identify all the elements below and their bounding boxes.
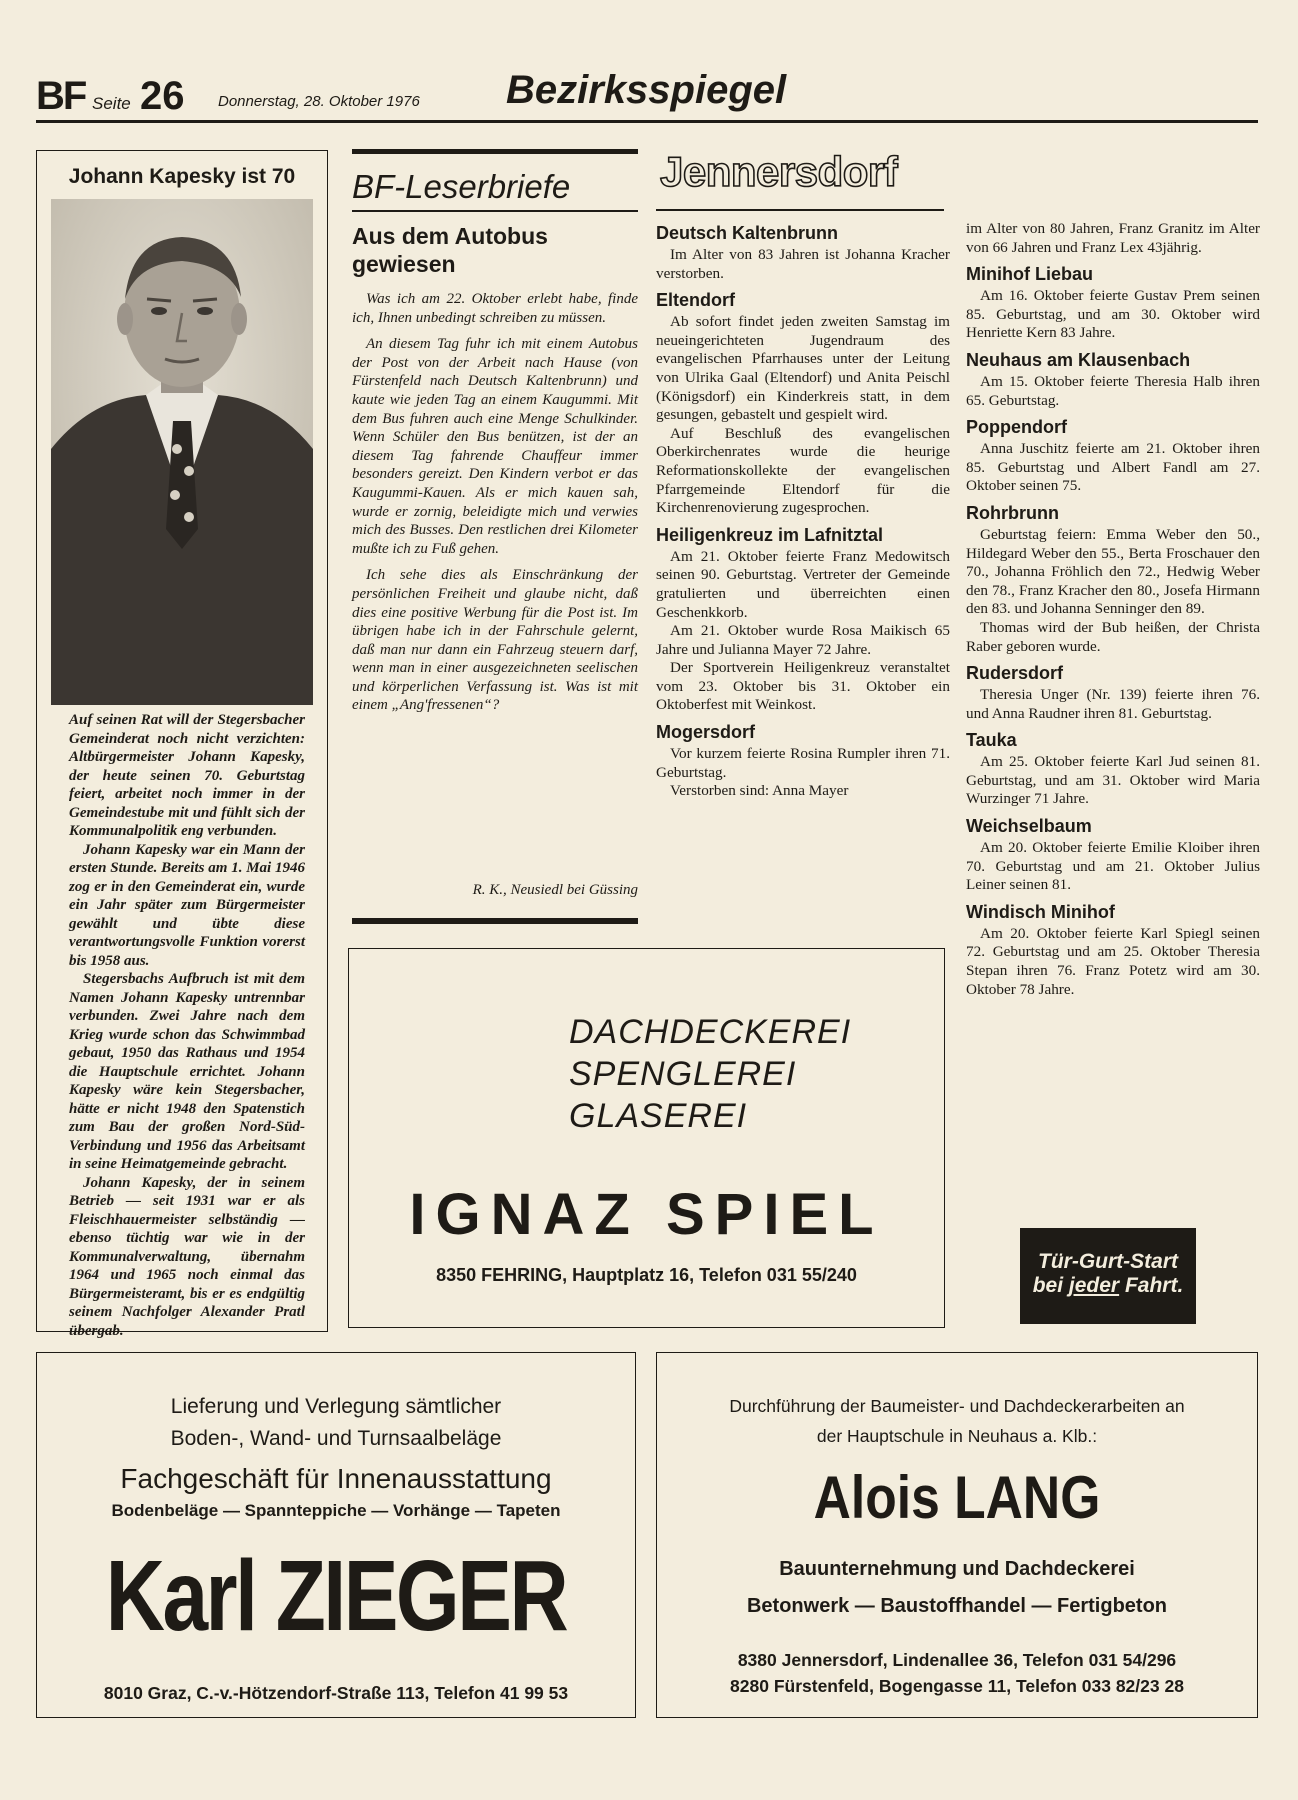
news-paragraph: Auf Beschluß des evangelischen Oberkirchenrates wurde die heurige Reformationskollekte der evangelischen Pfarrgemeinde Eltendorf für die Kirchenrenovierung zugesprochen.	[656, 424, 950, 517]
news-continuation: im Alter von 80 Jahren, Franz Granitz im Alter von 66 Jahren und Franz Lex 43jährig.	[966, 220, 1260, 256]
news-paragraph: Ab sofort findet jeden zweiten Samstag im neueingerichteten Jugendraum des evangelischen Pfarrhauses unter der Leitung von Ulrika Gaal (Eltendorf) und Anita Peischl (Königsdorf) ein Kinderkreis statt, in dem gesungen, gebastelt und gespielt wird.	[656, 313, 950, 424]
place-heading: Rudersdorf	[966, 663, 1064, 684]
portrait-article	[36, 150, 328, 1339]
ad-karl-zieger	[36, 1352, 636, 1718]
place-heading: Eltendorf	[656, 290, 735, 311]
badge-line-1: Tür-Gurt-Start	[1038, 1250, 1178, 1273]
news-paragraph: Thomas wird der Bub heißen, der Christa Raber geboren wurde.	[966, 618, 1260, 655]
brand-logo: BF	[36, 74, 86, 118]
ad-products: Bodenbeläge — Spannteppiche — Vorhänge — Tapeten	[111, 1501, 561, 1520]
jennersdorf-rule	[656, 209, 944, 211]
letter-paragraph: Was ich am 22. Oktober erlebt habe, finde ich, Ihnen unbedingt schreiben zu müssen.	[352, 291, 638, 326]
letters-bottom-rule	[352, 918, 638, 924]
place-heading: Mogersdorf	[656, 722, 755, 743]
ad-trade-line: SPENGLEREI	[569, 1055, 797, 1093]
ad-headline: Fachgeschäft für Innenausstattung	[120, 1463, 552, 1494]
news-paragraph: Am 15. Oktober feierte Theresia Halb ihren 65. Geburtstag.	[966, 372, 1260, 409]
letters-rule	[352, 210, 638, 212]
article-paragraph: Johann Kapesky war ein Mann der ersten Stunde. Bereits am 1. Mai 1946 zog er in den Gemeinderat ein, wurde ein Jahr später zum Bürgermeister gewählt und übte diese verantwortungsvolle Funktion vorerst bis 1958 aus.	[69, 841, 305, 969]
badge-line-2	[1020, 1274, 1196, 1298]
ad-company-name: Karl ZIEGER	[105, 1540, 567, 1652]
place-heading: Poppendorf	[966, 417, 1067, 438]
ad-intro-line: Durchführung der Baumeister- und Dachdeckerarbeiten an	[729, 1396, 1185, 1416]
ad-intro-line: Boden-, Wand- und Turnsaalbeläge	[170, 1427, 502, 1450]
portrait-illustration	[51, 199, 313, 705]
news-paragraph: Anna Juschitz feierte am 21. Oktober ihren 85. Geburtstag und Albert Fandl am 27. Oktober seinen 75.	[966, 440, 1260, 495]
letters-top-rule	[352, 149, 638, 154]
place-heading: Rohrbrunn	[966, 502, 1059, 523]
ad-trades	[569, 1011, 851, 1137]
news-paragraph: Am 20. Oktober feierte Karl Spiegl seinen 72. Geburtstag und am 25. Oktober Theresia Stepan ihren 76. Franz Potetz wird am 30. Oktober 78 Jahre.	[966, 924, 1260, 998]
letter-headline: Aus dem Autobus gewiesen	[352, 223, 548, 277]
article-paragraph: Auf seinen Rat will der Stegersbacher Gemeinderat noch nicht verzichten: Altbürgermeister Johann Kapesky, der heute seinen 70. Geburtstag feiert, arbeitet noch immer in der Gemeindestube mit und fühlt sich der Kommunalpolitik eng verbunden.	[69, 712, 305, 839]
place-heading: Weichselbaum	[966, 816, 1092, 837]
news-paragraph: Theresia Unger (Nr. 139) feierte ihren 76. und Anna Raudner ihren 81. Geburtstag.	[966, 686, 1260, 722]
ad-address: 8280 Fürstenfeld, Bogengasse 11, Telefon 033 82/23 28	[730, 1676, 1184, 1696]
letters-section-title: BF-Leserbriefe	[352, 168, 571, 205]
ad-trade-line: DACHDECKEREI	[569, 1013, 852, 1051]
article-paragraph: Johann Kapesky, der in seinem Betrieb — seit 1931 war er als Fleischhauermeister selbständig — ebenso tüchtig war wie in der Kommunalverwaltung, übernahm 1964 und 1965 noch einmal das Bürgermeisteramt, bis er es endgültig seinem Nachfolger Alexander Pratl übergab.	[69, 1174, 305, 1339]
page-label: Seite	[92, 94, 131, 113]
article-title: Johann Kapesky ist 70	[68, 165, 296, 188]
ad-alois-lang	[656, 1352, 1258, 1718]
ad-addresses	[657, 1647, 1257, 1699]
letter-signature: R. K., Neusiedl bei Güssing	[472, 882, 638, 898]
place-heading: Minihof Liebau	[966, 264, 1093, 285]
ad-company-name: Alois LANG	[813, 1464, 1101, 1531]
badge-text: Fahrt.	[1119, 1274, 1184, 1297]
ad-trade-line: GLASEREI	[569, 1097, 748, 1135]
ad-address: 8010 Graz, C.-v.-Hötzendorf-Straße 113, Telefon 41 99 53	[103, 1683, 569, 1703]
seatbelt-badge	[1020, 1228, 1196, 1324]
article-paragraph: Stegersbachs Aufbruch ist mit dem Namen Johann Kapesky untrennbar verbunden. Zwei Jahre nach dem Krieg wurde schon das Schwimmbad gebaut, 1950 das Rathaus und 1954 die Hauptschule errichtet. Johann Kapesky wäre kein Stegersbacher, hätte er nicht 1948 den Spatenstich zum Bau der großen Nord-Süd-Verbindung und 1956 das Arbeitsamt in seine Heimatgemeinde gebracht.	[69, 971, 305, 1172]
badge-text: bei	[1032, 1274, 1069, 1297]
letter-paragraph: Ich sehe dies als Einschränkung der persönlichen Freiheit und glaube nicht, daß dies eine positive Werbung für die Post ist. Im übrigen habe ich in der Fahrschule gelernt, daß man nur dann ein Fahrzeug steuern darf, wenn man in einer ausgezeichneten seelischen und körperlichen Verfassung ist. Was ist mit einem „Ang'fressenen“?	[352, 567, 638, 714]
ad-intro-line: Lieferung und Verlegung sämtlicher	[170, 1395, 502, 1418]
masthead	[36, 68, 1258, 122]
masthead-rule	[36, 120, 1258, 123]
ad-intro	[657, 1391, 1257, 1451]
ad-business: Bauunternehmung und Dachdeckerei	[779, 1558, 1135, 1580]
letter-body	[352, 290, 638, 723]
place-heading: Tauka	[966, 730, 1017, 751]
ad-company-name: IGNAZ SPIEL	[409, 1182, 884, 1247]
article-body	[69, 711, 305, 1340]
news-paragraph: Im Alter von 83 Jahren ist Johanna Kracher verstorben.	[656, 246, 950, 282]
ad-ignaz-spiel	[348, 948, 945, 1328]
ad-address: 8380 Jennersdorf, Lindenallee 36, Telefon 031 54/296	[737, 1650, 1177, 1670]
ad-address: 8350 FEHRING, Hauptplatz 16, Telefon 031 55/240	[436, 1265, 857, 1285]
news-paragraph: Am 25. Oktober feierte Karl Jud seinen 81. Geburtstag, und am 31. Oktober wird Maria Wurzinger 71 Jahre.	[966, 753, 1260, 808]
news-paragraph: Am 21. Oktober feierte Franz Medowitsch seinen 90. Geburtstag. Vertreter der Gemeinde gratulierten und überreichten einen Geschenkkorb.	[656, 547, 950, 621]
news-paragraph: Am 20. Oktober feierte Emilie Kloiber ihren 70. Geburtstag und am 21. Oktober Julius Leiner seinen 81.	[966, 839, 1260, 894]
ad-intro-line: der Hauptschule in Neuhaus a. Klb.:	[816, 1426, 1098, 1446]
page-number: 26	[140, 74, 185, 118]
place-heading: Neuhaus am Klausenbach	[966, 349, 1191, 370]
jennersdorf-title: Jennersdorf	[660, 148, 898, 195]
ad-intro	[37, 1391, 635, 1455]
issue-date: Donnerstag, 28. Oktober 1976	[218, 93, 420, 110]
section-title: Bezirksspiegel	[506, 68, 787, 112]
news-paragraph: Vor kurzem feierte Rosina Rumpler ihren 71. Geburtstag.	[656, 745, 950, 781]
place-heading: Deutsch Kaltenbrunn	[656, 223, 839, 243]
jennersdorf-column-1	[656, 222, 950, 801]
news-paragraph: Geburtstag feiern: Emma Weber den 50., Hildegard Weber den 55., Berta Froschauer den 70., Johanna Fröhlich den 72., Hedwig Weber den 78., Franz Kracher den 80., Josefa Hirmann den 83. und Johanna Senninger den 89.	[966, 525, 1260, 618]
place-heading: Heiligenkreuz im Lafnitztal	[656, 524, 884, 545]
news-paragraph: Verstorben sind: Anna Mayer	[670, 782, 849, 800]
ad-products: Betonwerk — Baustoffhandel — Fertigbeton	[746, 1595, 1168, 1617]
news-paragraph: Am 21. Oktober wurde Rosa Maikisch 65 Jahre und Julianna Mayer 72 Jahre.	[656, 622, 950, 658]
portrait-photo	[51, 199, 313, 705]
jennersdorf-column-2	[966, 220, 1260, 999]
letter-paragraph: An diesem Tag fuhr ich mit einem Autobus der Post von der Arbeit nach Hause (von Fürstenfeld nach Deutsch Kaltenbrunn) und kaute wie jeden Tag an einem Kaugummi. Mit dem Bus fuhren auch eine Menge Schulkinder. Wenn Schüler den Bus benützen, ist der an diesem Tag fahrende Chauffeur immer besonders gereizt. Den Kindern verbot er das Kaugummi-Kauen. Als er mich kauen sah, wurde er zornig, beleidigte mich und verwies mich des Busses. Den restlichen drei Kilometer mußte ich zu Fuß gehen.	[352, 336, 638, 557]
news-paragraph: Der Sportverein Heiligenkreuz veranstaltet vom 23. Oktober bis 31. Oktober ein Oktoberfest mit Weinkost.	[656, 659, 950, 714]
news-paragraph: Am 16. Oktober feierte Gustav Prem seinen 85. Geburtstag, und am 30. Oktober wird Henriette Kern 83 Jahre.	[966, 287, 1260, 342]
place-heading: Windisch Minihof	[966, 901, 1115, 922]
badge-emphasis: jeder	[1068, 1274, 1120, 1297]
